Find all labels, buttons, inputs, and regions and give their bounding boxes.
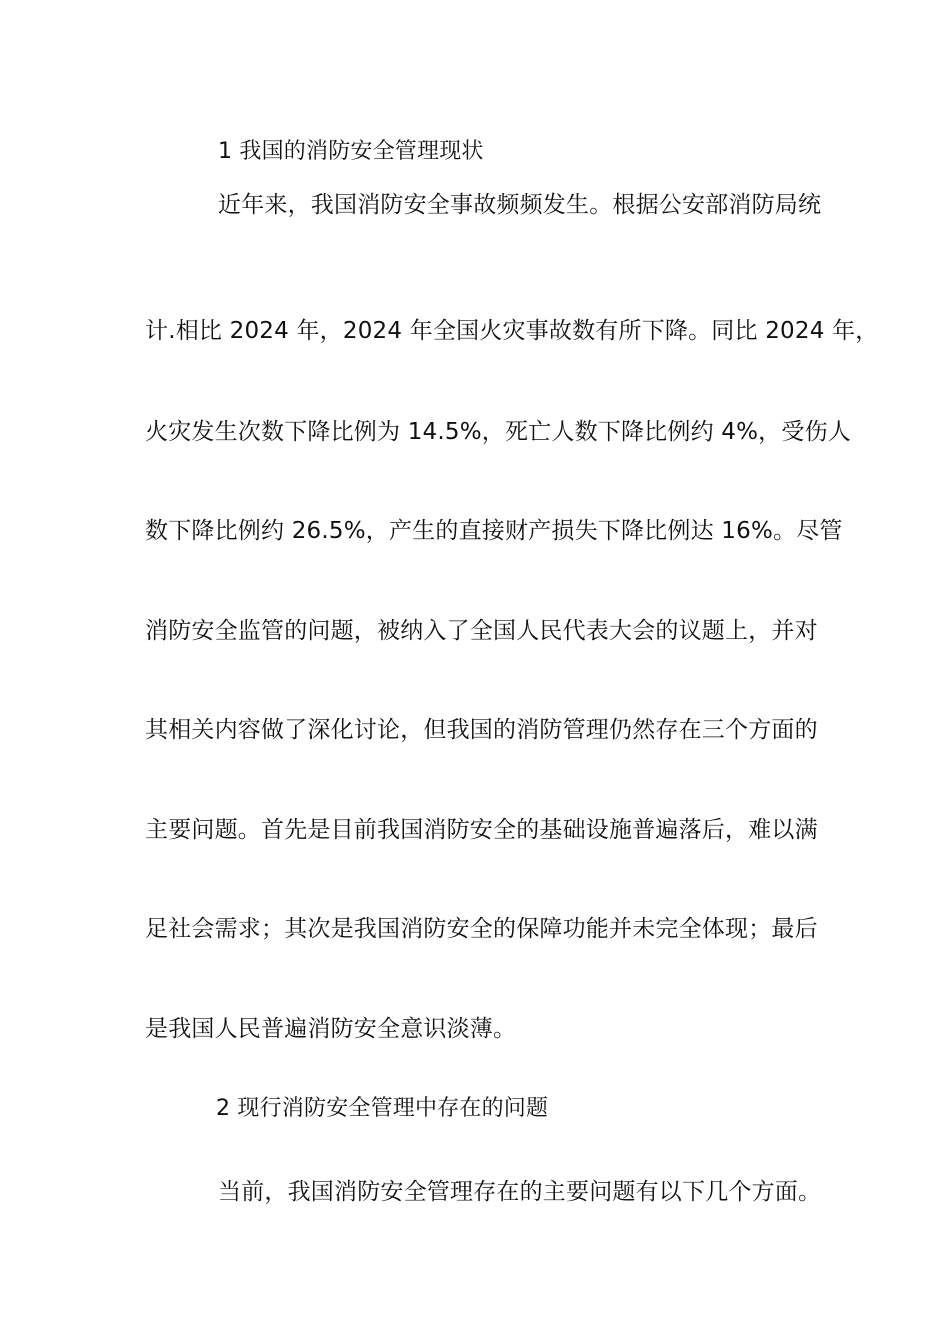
paragraph-line: 近年来，我国消防安全事故频频发生。根据公安部消防局统	[218, 192, 822, 218]
paragraph-line: 是我国人民普遍消防安全意识淡薄。	[145, 1016, 517, 1042]
section-2-heading: 2 现行消防安全管理中存在的问题	[216, 1096, 549, 1121]
paragraph-line: 计.相比 2024 年，2024 年全国火灾事故数有所下降。同比 2024 年，	[145, 318, 879, 344]
paragraph-line: 当前，我国消防安全管理存在的主要问题有以下几个方面。	[218, 1179, 822, 1205]
paragraph-line: 其相关内容做了深化讨论，但我国的消防管理仍然存在三个方面的	[145, 717, 818, 743]
section-1-heading: 1 我国的消防安全管理现状	[218, 139, 484, 164]
paragraph-line: 火灾发生次数下降比例为 14.5%，死亡人数下降比例约 4%，受伤人	[145, 419, 851, 445]
paragraph-line: 数下降比例约 26.5%，产生的直接财产损失下降比例达 16%。尽管	[145, 518, 843, 544]
paragraph-line: 主要问题。首先是目前我国消防安全的基础设施普遍落后，难以满	[145, 817, 818, 843]
paragraph-line: 消防安全监管的问题，被纳入了全国人民代表大会的议题上，并对	[145, 618, 818, 644]
paragraph-line: 足社会需求；其次是我国消防安全的保障功能并未完全体现；最后	[145, 916, 818, 942]
